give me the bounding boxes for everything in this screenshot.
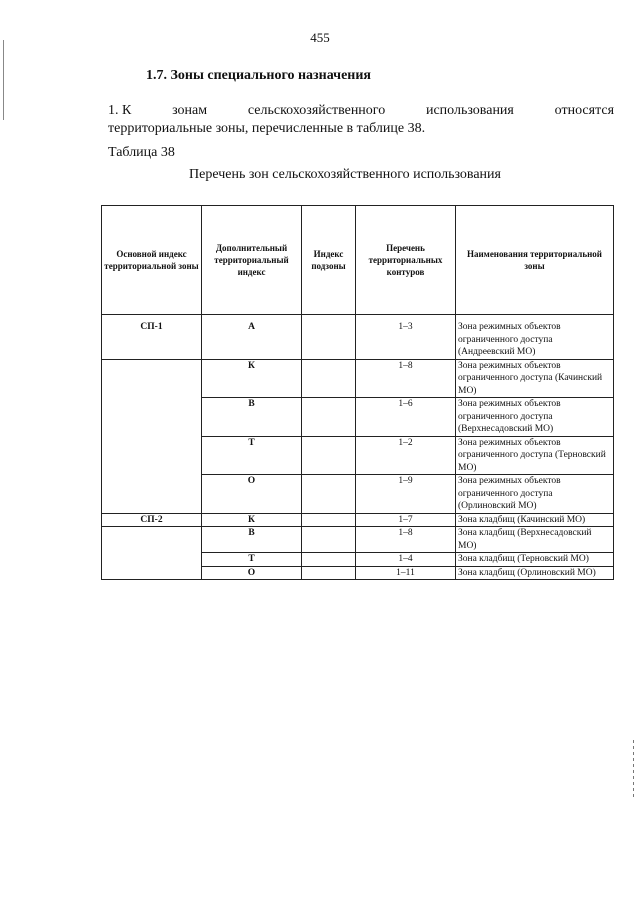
cell-contours: 1–9 <box>356 475 456 514</box>
cell-main-index <box>102 436 202 475</box>
cell-subzone-index <box>302 359 356 398</box>
table-row <box>102 553 614 567</box>
table-header-row <box>102 206 614 315</box>
cell-additional-index: А <box>202 315 302 360</box>
table-caption: Перечень зон сельскохозяйственного использования <box>189 167 501 182</box>
cell-additional-index: Т <box>202 553 302 567</box>
cell-contours: 1–7 <box>356 513 456 527</box>
table-row <box>102 315 614 360</box>
cell-additional-index: К <box>202 359 302 398</box>
cell-main-index <box>102 359 202 398</box>
table-row <box>102 398 614 437</box>
cell-zone-name: Зона кладбищ (Терновский МО) <box>456 553 614 567</box>
cell-contours: 1–3 <box>356 315 456 360</box>
table-row <box>102 475 614 514</box>
paragraph-word: относятся <box>554 103 615 118</box>
cell-main-index <box>102 527 202 553</box>
cell-zone-name: Зона кладбищ (Орлиновский МО) <box>456 566 614 580</box>
table-row <box>102 566 614 580</box>
cell-contours: 1–2 <box>356 436 456 475</box>
cell-contours: 1–4 <box>356 553 456 567</box>
cell-subzone-index <box>302 475 356 514</box>
cell-main-index <box>102 475 202 514</box>
cell-main-index <box>102 553 202 567</box>
zones-table <box>101 205 614 580</box>
cell-contours: 1–6 <box>356 398 456 437</box>
header-subzone-index: Индекс подзоны <box>302 206 356 315</box>
cell-zone-name: Зона режимных объектов ограниченного доступа (Орлиновский МО) <box>456 475 614 514</box>
cell-main-index: СП-2 <box>102 513 202 527</box>
section-title: 1.7. Зоны специального назначения <box>146 68 371 83</box>
cell-additional-index: О <box>202 566 302 580</box>
cell-main-index: СП-1 <box>102 315 202 360</box>
cell-main-index <box>102 566 202 580</box>
cell-zone-name: Зона режимных объектов ограниченного доступа (Верхнесадовский МО) <box>456 398 614 437</box>
cell-zone-name: Зона режимных объектов ограниченного доступа (Терновский МО) <box>456 436 614 475</box>
table-row <box>102 359 614 398</box>
header-additional-index: Дополнительный территориальный индекс <box>202 206 302 315</box>
cell-zone-name: Зона кладбищ (Качинский МО) <box>456 513 614 527</box>
cell-contours: 1–8 <box>356 527 456 553</box>
paragraph-line-1 <box>108 103 614 119</box>
cell-subzone-index <box>302 527 356 553</box>
cell-additional-index: В <box>202 398 302 437</box>
cell-zone-name: Зона режимных объектов ограниченного доступа (Качинский МО) <box>456 359 614 398</box>
table-row <box>102 436 614 475</box>
cell-contours: 1–8 <box>356 359 456 398</box>
table-row <box>102 513 614 527</box>
paragraph-line-2: территориальные зоны, перечисленные в таблице 38. <box>108 121 426 136</box>
cell-additional-index: Т <box>202 436 302 475</box>
cell-main-index <box>102 398 202 437</box>
scan-edge-mark <box>3 40 4 120</box>
cell-subzone-index <box>302 566 356 580</box>
cell-subzone-index <box>302 553 356 567</box>
paragraph-word: зонам <box>172 103 208 118</box>
cell-contours: 1–11 <box>356 566 456 580</box>
cell-additional-index: К <box>202 513 302 527</box>
header-contours: Перечень территориальных контуров <box>356 206 456 315</box>
header-zone-name: Наименования территориальной зоны <box>456 206 614 315</box>
paragraph-word: использования <box>425 103 514 118</box>
paragraph-word: сельскохозяйственного <box>247 103 386 118</box>
cell-subzone-index <box>302 513 356 527</box>
scan-edge-mark <box>633 740 634 800</box>
cell-additional-index: В <box>202 527 302 553</box>
cell-subzone-index <box>302 436 356 475</box>
cell-subzone-index <box>302 398 356 437</box>
cell-additional-index: О <box>202 475 302 514</box>
cell-zone-name: Зона режимных объектов ограниченного доступа (Андреевский МО) <box>456 315 614 360</box>
table-label: Таблица 38 <box>108 145 175 160</box>
paragraph-word: 1. К <box>108 103 132 118</box>
cell-zone-name: Зона кладбищ (Верхнесадовский МО) <box>456 527 614 553</box>
cell-subzone-index <box>302 315 356 360</box>
table-row <box>102 527 614 553</box>
table-body <box>102 315 614 580</box>
page-number: 455 <box>310 30 330 45</box>
header-main-index: Основной индекс территориальной зоны <box>102 206 202 315</box>
